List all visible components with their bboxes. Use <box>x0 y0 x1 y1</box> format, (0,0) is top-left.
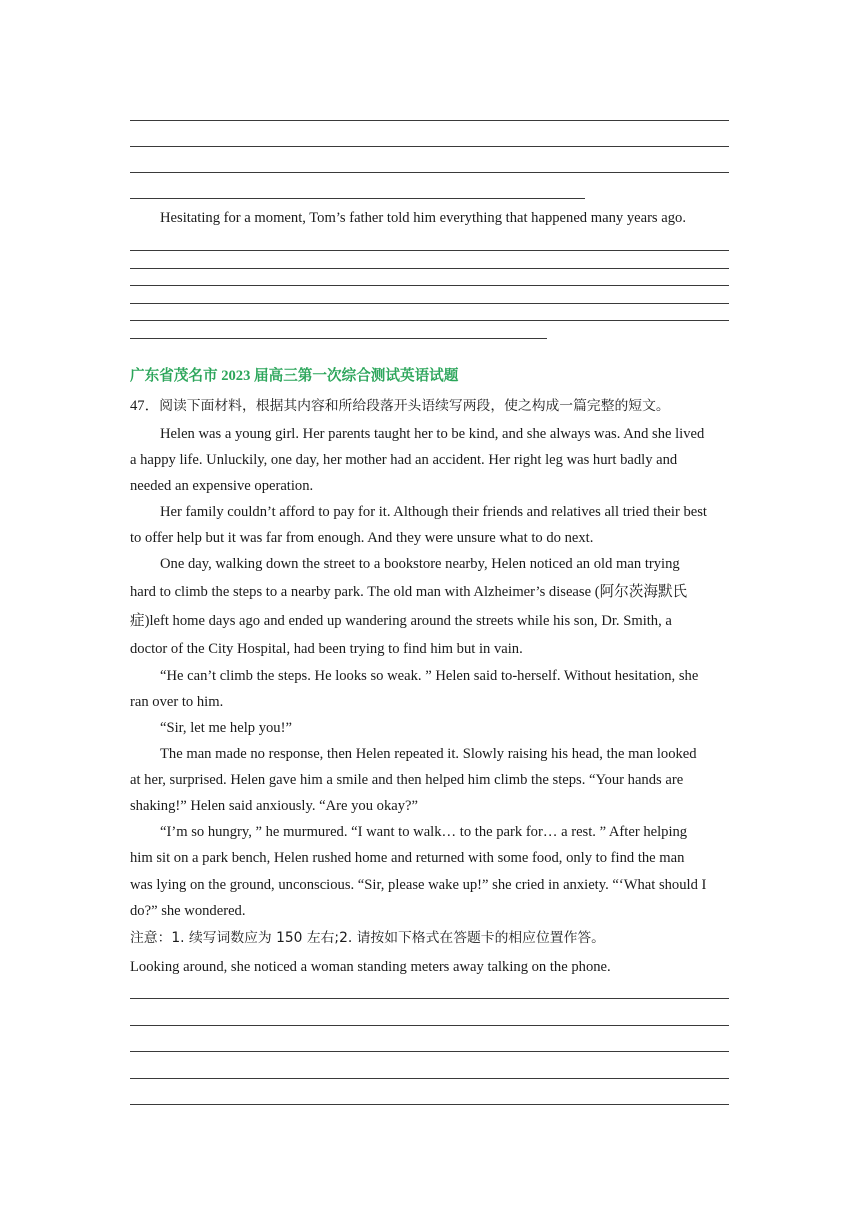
answer-line <box>130 303 729 304</box>
passage-line: 症)left home days ago and ended up wandering around the streets while his son, Dr. Smith, a <box>130 613 672 629</box>
question-number: 47 <box>130 398 145 414</box>
answer-line <box>130 338 547 339</box>
passage-line: “Sir, let me help you!” <box>160 720 292 736</box>
passage-line: at her, surprised. Helen gave him a smile and then helped him climb the steps. “Your hands are <box>130 772 684 788</box>
passage-line: ran over to him. <box>130 694 224 710</box>
answer-line <box>130 1025 729 1026</box>
section-title: 广东省茂名市 2023 届高三第一次综合测试英语试题 <box>130 368 459 384</box>
paragraph-prompt: Looking around, she noticed a woman standing meters away talking on the phone. <box>130 959 611 975</box>
question-instruction <box>130 397 670 415</box>
paragraph-prompt: Hesitating for a moment, Tom’s father told him everything that happened many years ago. <box>160 210 686 226</box>
answer-line <box>130 998 729 999</box>
question-number-dot: ． <box>144 398 160 414</box>
answer-line <box>130 1078 729 1079</box>
answer-line <box>130 320 729 321</box>
passage-line: Her family couldn’t afford to pay for it. Although their friends and relatives all tried their best <box>160 504 707 520</box>
passage-line: The man made no response, then Helen repeated it. Slowly raising his head, the man looked <box>160 746 697 762</box>
passage-line: a happy life. Unluckily, one day, her mother had an accident. Her right leg was hurt badly and <box>130 452 678 468</box>
passage-line: him sit on a park bench, Helen rushed home and returned with some food, only to find the man <box>130 850 685 866</box>
instruction-text: 阅读下面材料，根据其内容和所给段落开头语续写两段，使之构成一篇完整的短文。 <box>159 398 670 414</box>
passage-line: needed an expensive operation. <box>130 478 314 494</box>
answer-line <box>130 285 729 286</box>
answer-line <box>130 1051 729 1052</box>
answer-line <box>130 1104 729 1105</box>
answer-line <box>130 146 729 147</box>
answer-line <box>130 198 585 199</box>
passage-line: Helen was a young girl. Her parents taught her to be kind, and she always was. And she lived <box>160 426 705 442</box>
passage-line: hard to climb the steps to a nearby park. The old man with Alzheimer’s disease (阿尔茨海默氏 <box>130 584 688 600</box>
writing-note: 注意：1. 续写词数应为 150 左右;2. 请按如下格式在答题卡的相应位置作答。 <box>130 930 605 946</box>
passage-line: doctor of the City Hospital, had been trying to find him but in vain. <box>130 641 523 657</box>
passage-line: shaking!” Helen said anxiously. “Are you okay?” <box>130 798 418 814</box>
passage-line: One day, walking down the street to a bookstore nearby, Helen noticed an old man trying <box>160 556 680 572</box>
passage-line: to offer help but it was far from enough. And they were unsure what to do next. <box>130 530 594 546</box>
answer-line <box>130 268 729 269</box>
answer-line <box>130 120 729 121</box>
answer-line <box>130 172 729 173</box>
passage-line: “He can’t climb the steps. He looks so weak. ” Helen said to-herself. Without hesitation, she <box>160 668 699 684</box>
answer-line <box>130 250 729 251</box>
passage-line: was lying on the ground, unconscious. “Sir, please wake up!” she cried in anxiety. “‘What should I <box>130 877 707 893</box>
passage-line: “I’m so hungry, ” he murmured. “I want to walk… to the park for… a rest. ” After helping <box>160 824 688 840</box>
passage-line: do?” she wondered. <box>130 903 246 919</box>
